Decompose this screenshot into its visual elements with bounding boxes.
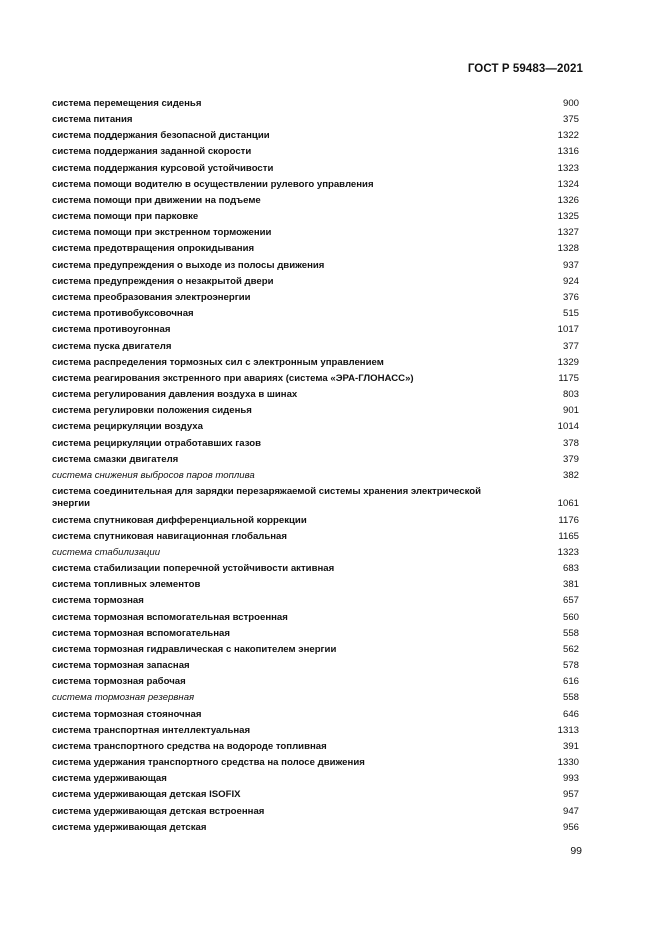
index-entry-term: система удержания транспортного средства на полосе движения — [52, 757, 365, 769]
index-entry — [52, 322, 579, 338]
index-entry-term: система преобразования электроэнергии — [52, 292, 251, 303]
index-entry-term: система поддержания курсовой устойчивости — [52, 162, 274, 174]
index-entry — [52, 452, 579, 468]
index-entry-term: система транспортного средства на водороде топливная — [52, 740, 327, 752]
index-entry-page: 379 — [562, 453, 579, 465]
index-entry — [52, 690, 579, 706]
index-entry-page: 558 — [562, 627, 579, 639]
index-entry-page: 375 — [562, 114, 579, 126]
index-entry-page: 957 — [562, 789, 579, 801]
index-entry-page: 924 — [562, 275, 579, 287]
index-entry-term: система тормозная гидравлическая с накопителем энергии — [52, 643, 337, 655]
index-entry — [52, 723, 579, 739]
index-entry-term: система рециркуляции отработавших газов — [52, 437, 261, 449]
index-entry-page: 1176 — [558, 514, 579, 526]
index-entry-term: система спутниковая дифференциальной коррекции — [52, 514, 307, 526]
index-entry-page: 382 — [562, 469, 579, 481]
index-entry — [52, 626, 579, 642]
index-entry — [52, 225, 579, 241]
index-entry-term: система помощи водителю в осуществлении рулевого управления — [52, 178, 374, 190]
index-entry-term: система питания — [52, 114, 133, 126]
index-entry-term: система тормозная резервная — [52, 692, 195, 704]
document-header-standard: ГОСТ Р 59483—2021 — [467, 63, 583, 75]
index-entry-page: 1313 — [557, 724, 579, 736]
index-entry-term: система предотвращения опрокидывания — [52, 243, 255, 255]
index-entry-page: 1017 — [557, 324, 579, 336]
index-entry — [52, 436, 579, 452]
index-entry — [52, 820, 579, 836]
index-entry-term: система распределения тормозных сил с электронным управлением — [52, 356, 384, 368]
index-entry-page: 1327 — [557, 227, 579, 239]
index-entry-page: 562 — [562, 643, 579, 655]
index-entry-page: 956 — [562, 821, 579, 833]
index-entry-page: 803 — [562, 389, 579, 401]
index-entry-term: система топливных элементов — [52, 579, 201, 591]
index-entry-term: система тормозная стояночная — [52, 708, 202, 720]
index-entry-term: система помощи при движении на подъеме — [52, 194, 261, 206]
index-entry — [52, 306, 579, 322]
index-entry — [52, 242, 579, 258]
index-entry — [52, 339, 579, 355]
index-entry-page: 377 — [562, 340, 579, 352]
index-entry — [52, 387, 579, 403]
index-entry-page: 1323 — [557, 546, 579, 558]
index-entry — [52, 529, 579, 545]
index-entry — [52, 658, 579, 674]
index-entry — [52, 513, 579, 529]
index-entry-page: 578 — [562, 660, 579, 672]
index-entry-term: система тормозная рабочая — [52, 676, 186, 688]
index-entry-page: 1175 — [558, 372, 579, 384]
index-entry-page: 616 — [562, 676, 579, 688]
index-entry-term: система удерживающая детская — [52, 821, 207, 833]
index-entry — [52, 468, 579, 484]
index-entry-term: система соединительная для зарядки перезаряжаемой системы хранения электрической энергии — [52, 486, 482, 510]
index-entry-page: 515 — [562, 308, 579, 320]
index-entry — [52, 610, 579, 626]
index-entry — [52, 274, 579, 290]
index-entry-term: система тормозная — [52, 595, 144, 607]
index-entry-term: система тормозная вспомогательная встроенная — [52, 611, 288, 623]
index-entry — [52, 128, 579, 144]
index-entry-term: система рециркуляции воздуха — [52, 421, 203, 433]
index-entry-term: система реагирования экстренного при авариях (система «ЭРА-ГЛОНАСС») — [52, 372, 414, 384]
index-entry-page: 1014 — [557, 421, 579, 433]
index-entry — [52, 419, 579, 435]
index-entry-page: 378 — [562, 437, 579, 449]
index-entry-page: 391 — [562, 740, 579, 752]
index-entry-page: 1061 — [557, 498, 579, 510]
index-entry — [52, 371, 579, 387]
index-entry-page: 1329 — [557, 356, 579, 368]
index-entry-page: 683 — [562, 563, 579, 575]
index-entry-term: система предупреждения о незакрытой двери — [52, 275, 274, 287]
index-entry-term: система поддержания безопасной дистанции — [52, 130, 270, 142]
index-entry-page: 937 — [562, 259, 579, 271]
index-entry-page: 560 — [562, 611, 579, 623]
index-entry-page: 1165 — [558, 530, 579, 542]
index-entry — [52, 707, 579, 723]
index-entry-page: 376 — [562, 292, 579, 303]
index-entry-term: система помощи при парковке — [52, 211, 199, 223]
index-entry-term: система поддержания заданной скорости — [52, 146, 252, 158]
index-entry — [52, 403, 579, 419]
index-entry — [52, 258, 579, 274]
index-entry — [52, 355, 579, 371]
index-entry — [52, 545, 579, 561]
index-entry — [52, 161, 579, 177]
index-entry-page: 1325 — [557, 211, 579, 223]
index-entry — [52, 755, 579, 771]
index-entry — [52, 112, 579, 128]
index-entry — [52, 145, 579, 161]
index-entry — [52, 209, 579, 225]
index-entry-term: система противоугонная — [52, 324, 171, 336]
index-entry-term: система пуска двигателя — [52, 340, 172, 352]
index-entry-page: 1330 — [557, 757, 579, 769]
index-entry-term: система тормозная вспомогательная — [52, 627, 230, 639]
index-entry-term: система предупреждения о выходе из полосы движения — [52, 259, 325, 271]
index-entry-page: 1326 — [557, 194, 579, 206]
index-entry — [52, 561, 579, 577]
index-entry — [52, 484, 579, 512]
index-entry-term: система удерживающая детская ISOFIX — [52, 789, 241, 801]
index-entry-page: 1316 — [557, 146, 579, 158]
index-entry-term: система транспортная интеллектуальная — [52, 724, 251, 736]
index-entry — [52, 739, 579, 755]
index-entry-page: 900 — [562, 97, 579, 109]
index-entry-page: 1324 — [557, 178, 579, 190]
index-entry — [52, 593, 579, 609]
index-entry — [52, 804, 579, 820]
index-entry-page: 947 — [562, 805, 579, 817]
index-entry-page: 1328 — [557, 243, 579, 255]
index-entry — [52, 577, 579, 593]
index-entry — [52, 674, 579, 690]
index-entry-term: система удерживающая — [52, 773, 167, 785]
index-entry-term: система спутниковая навигационная глобальная — [52, 530, 287, 542]
page-number: 99 — [570, 845, 582, 857]
index-entry-page: 381 — [562, 579, 579, 591]
index-entry-page: 558 — [562, 692, 579, 704]
index-entry — [52, 193, 579, 209]
index-entry-term: система смазки двигателя — [52, 453, 179, 465]
index-entry — [52, 290, 579, 306]
index-entry-term: система удерживающая детская встроенная — [52, 805, 265, 817]
index-entry-page: 646 — [562, 708, 579, 720]
index-entry-term: система регулирования давления воздуха в шинах — [52, 389, 298, 401]
index-entry-page: 993 — [562, 773, 579, 785]
index-entry — [52, 642, 579, 658]
index-entry-term: система помощи при экстренном торможении — [52, 227, 272, 239]
index-entry-term: система перемещения сиденья — [52, 97, 202, 109]
index-entry — [52, 788, 579, 804]
index-entry-page: 1323 — [557, 162, 579, 174]
index-entry — [52, 96, 579, 112]
index-entry-page: 657 — [562, 595, 579, 607]
index-entry-term: система тормозная запасная — [52, 660, 190, 672]
index-list — [52, 96, 579, 836]
index-entry — [52, 771, 579, 787]
index-entry-page: 1322 — [557, 130, 579, 142]
index-entry — [52, 177, 579, 193]
index-entry-term: система стабилизации поперечной устойчивости активная — [52, 563, 335, 575]
index-entry-term: система регулировки положения сиденья — [52, 405, 252, 417]
index-entry-page: 901 — [562, 405, 579, 417]
index-entry-term: система стабилизации — [52, 546, 161, 558]
index-entry-term: система снижения выбросов паров топлива — [52, 469, 255, 481]
index-entry-term: система противобуксовочная — [52, 308, 194, 320]
